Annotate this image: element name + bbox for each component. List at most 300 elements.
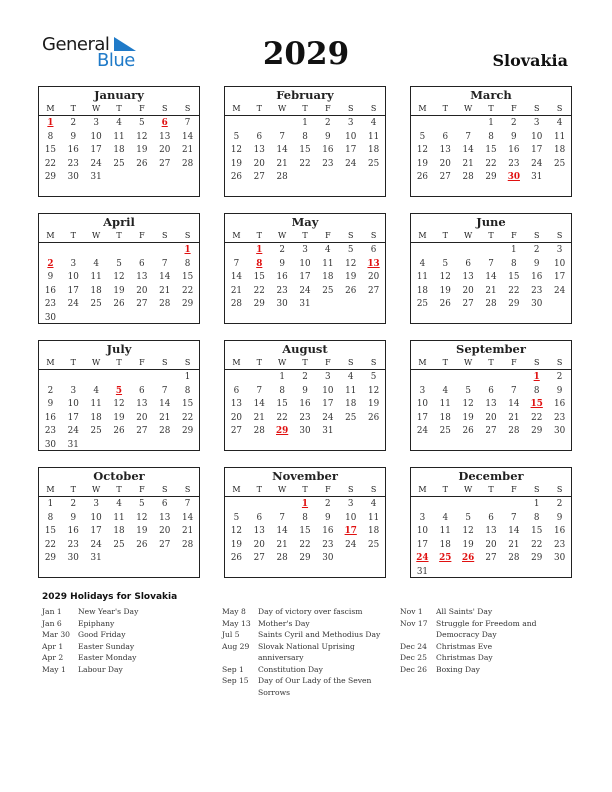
month-january [38, 86, 200, 197]
holiday-day-cell: 6 [161, 118, 168, 128]
holiday-date: Apr 1 [42, 641, 64, 651]
day-cell: 5 [233, 131, 240, 142]
day-cell: 29 [531, 426, 543, 437]
day-cell: 14 [276, 526, 288, 537]
days-grid [225, 117, 385, 185]
empty-cell [457, 244, 480, 258]
day-cell: 26 [345, 285, 357, 296]
holiday-date: Aug 29 [222, 641, 250, 651]
weekday-label: M [232, 104, 241, 113]
day-cell: 20 [439, 158, 451, 169]
day-cell: 3 [93, 499, 99, 509]
holiday-name: Mother's Day [258, 618, 310, 628]
day-cell: 18 [367, 145, 380, 156]
holiday-item [222, 664, 387, 676]
weekday-label: W [278, 485, 287, 494]
empty-cell [225, 371, 248, 385]
day-cell: 27 [462, 299, 474, 310]
day-cell: 4 [419, 258, 426, 269]
month-name: February [276, 88, 334, 102]
weekday-label: T [302, 358, 308, 367]
day-cell: 15 [531, 526, 543, 537]
day-cell: 27 [439, 172, 451, 183]
day-cell: 9 [70, 512, 77, 523]
weekday-label: M [232, 358, 241, 367]
day-cell: 17 [322, 399, 334, 410]
day-cell: 13 [485, 399, 497, 410]
weekday-label: S [370, 485, 377, 494]
weekday-label: W [464, 485, 473, 494]
day-cell: 29 [508, 299, 520, 310]
weekday-header-row [225, 102, 385, 116]
day-cell: 5 [465, 385, 471, 396]
weekday-label: S [556, 231, 563, 240]
weekday-label: W [464, 104, 473, 113]
weekday-header-row [411, 102, 571, 116]
day-cell: 14 [181, 512, 194, 523]
days-grid [39, 117, 199, 185]
day-cell: 27 [136, 426, 148, 437]
weekday-label: S [347, 485, 354, 494]
month-name: May [291, 215, 319, 229]
day-cell: 2 [47, 385, 54, 396]
day-cell: 27 [136, 299, 148, 310]
day-cell: 8 [47, 512, 54, 523]
day-cell: 9 [511, 131, 517, 142]
day-cell: 16 [553, 399, 566, 410]
weekday-label: S [184, 104, 191, 113]
day-cell: 21 [159, 412, 171, 423]
day-cell: 23 [508, 158, 520, 169]
weekday-label: S [556, 104, 563, 113]
day-cell: 15 [299, 145, 311, 156]
day-cell: 7 [488, 258, 494, 269]
day-cell: 5 [419, 131, 426, 142]
weekday-label: S [161, 231, 168, 240]
month-august [224, 340, 386, 451]
day-cell: 11 [90, 272, 102, 283]
holiday-name: Slovak National Uprising anniversary [258, 641, 355, 662]
empty-cell [130, 244, 153, 258]
day-cell: 12 [113, 399, 125, 410]
day-cell: 15 [44, 145, 57, 156]
month-name: December [458, 469, 524, 483]
day-cell: 22 [299, 158, 311, 169]
holiday-date: Dec 24 [400, 641, 427, 651]
weekday-label: F [511, 231, 517, 240]
day-cell: 22 [531, 412, 543, 423]
weekday-label: F [325, 231, 331, 240]
day-cell: 25 [553, 158, 566, 169]
weekday-label: S [533, 104, 540, 113]
day-cell: 25 [90, 299, 102, 310]
holidays-column [222, 606, 387, 698]
day-cell: 18 [416, 285, 429, 296]
day-cell: 15 [299, 526, 311, 537]
day-cell: 2 [556, 499, 563, 509]
weekday-label: W [464, 231, 473, 240]
days-grid [225, 498, 385, 566]
weekday-label: T [302, 231, 308, 240]
holiday-item [42, 652, 207, 664]
day-cell: 9 [302, 385, 308, 396]
day-cell: 3 [70, 385, 77, 396]
weekday-label: S [556, 485, 563, 494]
day-cell: 10 [416, 526, 429, 537]
weekday-label: F [511, 358, 517, 367]
day-cell: 1 [488, 118, 494, 128]
days-grid [225, 244, 385, 312]
day-cell: 4 [93, 258, 99, 269]
day-cell: 22 [485, 158, 497, 169]
day-cell: 4 [442, 512, 449, 523]
weekday-label: M [232, 485, 241, 494]
month-name: January [94, 88, 144, 102]
empty-cell [62, 244, 85, 258]
day-cell: 28 [159, 299, 171, 310]
day-cell: 15 [485, 145, 497, 156]
day-cell: 18 [90, 412, 102, 423]
day-cell: 11 [439, 399, 451, 410]
day-cell: 11 [322, 258, 334, 269]
day-cell: 10 [90, 512, 102, 523]
day-cell: 21 [462, 158, 474, 169]
empty-cell [108, 371, 131, 385]
day-cell: 12 [462, 526, 474, 537]
day-cell: 16 [553, 526, 566, 537]
days-grid [411, 244, 571, 312]
weekday-label: F [139, 485, 145, 494]
holiday-item [222, 618, 387, 630]
weekday-label: T [70, 485, 76, 494]
day-cell: 26 [113, 299, 125, 310]
holiday-name: Christmas Eve [436, 641, 493, 651]
holiday-name: All Saints' Day [436, 607, 493, 616]
day-cell: 12 [416, 145, 429, 156]
day-cell: 3 [347, 118, 354, 128]
day-cell: 21 [276, 158, 288, 169]
day-cell: 28 [508, 426, 520, 437]
month-july [38, 340, 200, 451]
day-cell: 6 [139, 385, 145, 396]
day-cell: 19 [230, 158, 243, 169]
holiday-item [400, 664, 565, 676]
weekday-label: T [70, 358, 76, 367]
holiday-date: May 8 [222, 607, 246, 616]
day-cell: 19 [113, 285, 125, 296]
day-cell: 18 [90, 285, 102, 296]
day-cell: 3 [533, 118, 540, 128]
day-cell: 16 [322, 145, 334, 156]
holiday-day-cell: 5 [115, 385, 123, 396]
day-cell: 19 [345, 272, 357, 283]
weekday-label: M [418, 104, 427, 113]
day-cell: 6 [370, 245, 377, 255]
day-cell: 25 [416, 299, 429, 310]
holiday-date: Dec 25 [400, 653, 427, 662]
day-cell: 26 [462, 426, 474, 437]
weekday-label: S [161, 104, 168, 113]
holiday-date: Jan 1 [42, 607, 62, 616]
day-cell: 30 [553, 553, 566, 564]
day-cell: 29 [485, 172, 497, 183]
day-cell: 28 [462, 172, 474, 183]
day-cell: 28 [230, 299, 243, 310]
day-cell: 22 [276, 412, 288, 423]
day-cell: 24 [322, 412, 334, 423]
day-cell: 20 [485, 412, 497, 423]
day-cell: 30 [553, 426, 566, 437]
weekday-label: S [370, 358, 377, 367]
holiday-name: Epiphany [78, 618, 115, 628]
weekday-label: F [325, 485, 331, 494]
month-name: August [282, 342, 328, 356]
day-cell: 2 [325, 499, 331, 509]
day-cell: 20 [230, 412, 243, 423]
month-february [224, 86, 386, 197]
day-cell: 19 [462, 539, 474, 550]
weekday-label: M [46, 231, 55, 240]
day-cell: 30 [322, 553, 334, 564]
day-cell: 31 [67, 439, 79, 450]
day-cell: 8 [533, 385, 540, 396]
empty-cell [411, 498, 434, 512]
day-cell: 20 [136, 412, 148, 423]
day-cell: 16 [67, 526, 79, 537]
day-cell: 23 [67, 539, 79, 550]
day-cell: 2 [556, 372, 563, 382]
holiday-name: Day of victory over fascism [258, 607, 363, 616]
holiday-name: Easter Sunday [78, 641, 135, 651]
day-cell: 21 [230, 285, 243, 296]
weekday-label: T [116, 485, 122, 494]
holiday-item [42, 606, 207, 618]
weekday-header-row [225, 356, 385, 370]
holiday-name: New Year's Day [78, 607, 139, 616]
day-cell: 3 [347, 499, 354, 509]
day-cell: 10 [67, 399, 79, 410]
day-cell: 28 [276, 553, 288, 564]
day-cell: 19 [136, 145, 148, 156]
day-cell: 24 [67, 426, 79, 437]
day-cell: 13 [462, 272, 474, 283]
day-cell: 11 [439, 526, 451, 537]
day-cell: 4 [347, 372, 354, 382]
holiday-day-cell: 24 [416, 553, 429, 564]
day-cell: 6 [161, 499, 168, 509]
day-cell: 7 [184, 499, 191, 509]
day-cell: 27 [485, 426, 497, 437]
day-cell: 5 [442, 258, 449, 269]
day-cell: 31 [322, 426, 334, 437]
holiday-day-cell: 2 [47, 258, 54, 269]
day-cell: 23 [553, 412, 566, 423]
day-cell: 20 [159, 145, 171, 156]
day-cell: 7 [184, 118, 191, 128]
holiday-day-cell: 1 [301, 499, 309, 509]
weekday-header-row [411, 483, 571, 497]
day-cell: 22 [181, 412, 194, 423]
month-april [38, 213, 200, 324]
day-cell: 9 [325, 512, 331, 523]
day-cell: 15 [44, 526, 57, 537]
holiday-name: Good Friday [78, 630, 126, 639]
holiday-name: Easter Monday [78, 653, 137, 662]
day-cell: 1 [279, 372, 285, 382]
day-cell: 2 [70, 118, 77, 128]
day-cell: 7 [279, 512, 285, 523]
day-cell: 2 [279, 245, 285, 255]
country-title: Slovakia [492, 51, 568, 70]
day-cell: 3 [325, 372, 331, 382]
day-cell: 9 [279, 258, 285, 269]
day-cell: 14 [253, 399, 265, 410]
weekday-label: T [488, 104, 494, 113]
weekday-label: S [347, 104, 354, 113]
day-cell: 19 [462, 412, 474, 423]
day-cell: 8 [488, 131, 494, 142]
day-cell: 26 [367, 412, 380, 423]
day-cell: 4 [556, 118, 563, 128]
day-cell: 2 [325, 118, 331, 128]
day-cell: 21 [253, 412, 265, 423]
day-cell: 9 [47, 272, 54, 283]
empty-cell [39, 371, 62, 385]
holiday-item [222, 641, 387, 664]
weekday-label: F [139, 231, 145, 240]
day-cell: 26 [439, 299, 451, 310]
empty-cell [457, 371, 480, 385]
holiday-item [42, 641, 207, 653]
day-cell: 16 [67, 145, 79, 156]
days-grid [225, 371, 385, 439]
day-cell: 17 [345, 145, 357, 156]
day-cell: 29 [44, 553, 57, 564]
day-cell: 26 [136, 158, 148, 169]
day-cell: 16 [44, 285, 57, 296]
empty-cell [457, 117, 480, 131]
days-grid [411, 498, 571, 580]
holiday-day-cell: 1 [533, 372, 540, 382]
empty-cell [434, 117, 457, 131]
month-name: July [106, 342, 132, 356]
weekday-label: T [488, 485, 494, 494]
weekday-label: S [184, 231, 191, 240]
holiday-date: Sep 15 [222, 676, 249, 685]
day-cell: 12 [367, 385, 380, 396]
day-cell: 10 [345, 131, 357, 142]
day-cell: 30 [67, 553, 79, 564]
day-cell: 18 [113, 145, 125, 156]
day-cell: 25 [439, 426, 451, 437]
day-cell: 21 [508, 539, 520, 550]
holiday-item [222, 606, 387, 618]
day-cell: 30 [44, 439, 57, 450]
holiday-day-cell: 25 [439, 553, 452, 564]
holiday-date: Jan 6 [42, 618, 62, 628]
day-cell: 6 [442, 131, 449, 142]
weekday-label: M [418, 231, 427, 240]
empty-cell [248, 117, 271, 131]
weekday-label: F [511, 104, 517, 113]
day-cell: 1 [533, 499, 540, 509]
weekday-label: T [116, 231, 122, 240]
weekday-header-row [39, 483, 199, 497]
day-cell: 11 [367, 131, 380, 142]
month-may [224, 213, 386, 324]
day-cell: 20 [159, 526, 171, 537]
days-grid [411, 117, 571, 185]
day-cell: 13 [159, 131, 171, 142]
day-cell: 21 [159, 285, 171, 296]
day-cell: 27 [253, 172, 265, 183]
day-cell: 28 [485, 299, 497, 310]
weekday-label: F [325, 104, 331, 113]
weekday-label: M [418, 358, 427, 367]
empty-cell [411, 117, 434, 131]
day-cell: 21 [485, 285, 497, 296]
holiday-name: Saints Cyril and Methodius Day [258, 630, 381, 639]
weekday-label: T [488, 358, 494, 367]
day-cell: 5 [139, 118, 145, 128]
day-cell: 31 [299, 299, 311, 310]
day-cell: 5 [465, 512, 471, 523]
day-cell: 23 [44, 299, 57, 310]
weekday-header-row [39, 229, 199, 243]
day-cell: 17 [67, 285, 79, 296]
day-cell: 24 [553, 285, 566, 296]
day-cell: 9 [556, 385, 563, 396]
day-cell: 13 [136, 399, 148, 410]
weekday-label: W [278, 231, 287, 240]
day-cell: 19 [113, 412, 125, 423]
day-cell: 27 [367, 285, 380, 296]
weekday-header-row [411, 229, 571, 243]
empty-cell [85, 371, 108, 385]
day-cell: 14 [276, 145, 288, 156]
day-cell: 3 [556, 245, 563, 255]
day-cell: 20 [485, 539, 497, 550]
day-cell: 13 [230, 399, 243, 410]
day-cell: 14 [485, 272, 497, 283]
day-cell: 14 [462, 145, 474, 156]
days-grid [411, 371, 571, 439]
day-cell: 9 [47, 399, 54, 410]
day-cell: 26 [230, 172, 243, 183]
day-cell: 17 [90, 145, 102, 156]
day-cell: 24 [416, 426, 429, 437]
day-cell: 24 [67, 299, 79, 310]
day-cell: 6 [139, 258, 145, 269]
empty-cell [434, 371, 457, 385]
day-cell: 11 [367, 512, 380, 523]
day-cell: 22 [44, 539, 57, 550]
weekday-header-row [39, 356, 199, 370]
weekday-label: T [256, 104, 262, 113]
month-march [410, 86, 572, 197]
empty-cell [62, 371, 85, 385]
day-cell: 19 [367, 399, 380, 410]
day-cell: 29 [181, 299, 194, 310]
weekday-label: S [347, 358, 354, 367]
day-cell: 29 [181, 426, 194, 437]
day-cell: 2 [70, 499, 77, 509]
day-cell: 13 [253, 526, 265, 537]
day-cell: 28 [181, 539, 194, 550]
day-cell: 22 [508, 285, 520, 296]
day-cell: 7 [511, 512, 517, 523]
weekday-label: W [278, 358, 287, 367]
